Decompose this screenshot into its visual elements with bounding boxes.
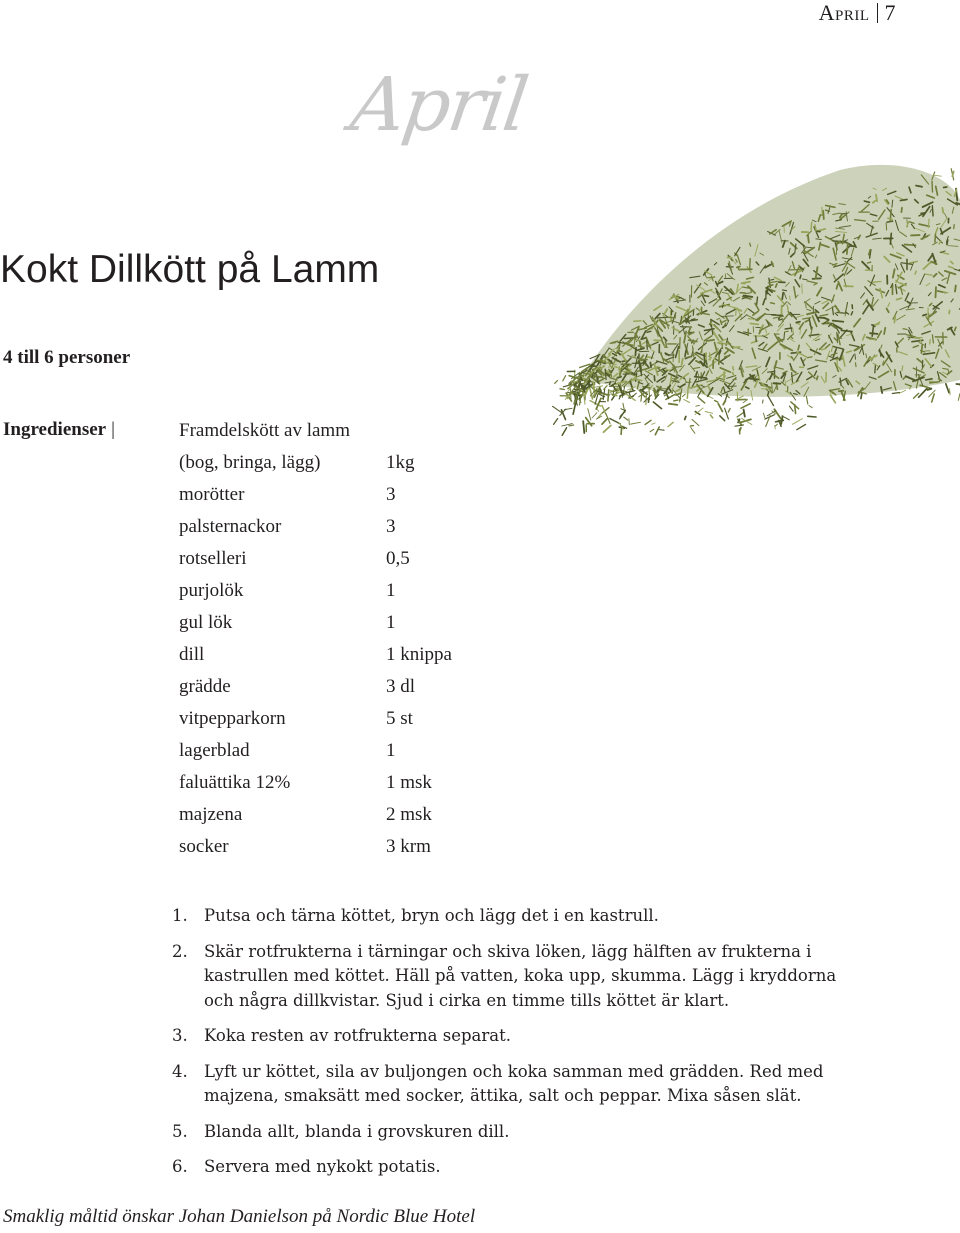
dill-needle	[647, 340, 648, 349]
step-text: Servera med nykokt potatis.	[204, 1157, 441, 1176]
dill-needle	[796, 322, 800, 323]
ingredient-quantity: 3	[386, 516, 396, 537]
dill-needle	[604, 425, 611, 432]
dill-needle	[817, 318, 825, 319]
dill-needle	[923, 315, 926, 316]
dill-needle	[720, 416, 725, 421]
dill-needle	[646, 392, 647, 398]
ingredient-name: rotselleri	[179, 548, 247, 569]
ingredient-name: Framdelskött av lamm	[179, 420, 350, 441]
dill-needle	[757, 297, 758, 305]
dill-needle	[928, 389, 932, 390]
dill-needle	[780, 340, 783, 341]
dill-needle	[718, 404, 722, 412]
dill-needle	[866, 354, 867, 358]
dill-needle	[916, 186, 922, 187]
dill-heap	[553, 165, 960, 435]
dill-needle	[725, 408, 729, 419]
dill-needle	[696, 372, 697, 375]
dill-needle	[733, 367, 734, 370]
dill-needle	[654, 376, 655, 381]
dill-needle	[668, 422, 673, 426]
dill-needle	[809, 406, 812, 408]
dill-needle	[707, 277, 715, 278]
dill-needle	[658, 430, 664, 431]
dill-needle	[811, 222, 812, 229]
step-text: Lyft ur köttet, sila av buljongen och koka samman med grädden. Red med majzena, smaksätt med socker, ättika, salt och peppar. Mixa såsen slät.	[204, 1061, 824, 1105]
ingredient-row	[179, 483, 396, 515]
dill-needle	[921, 345, 922, 353]
dill-needle	[855, 354, 856, 359]
dill-needle	[627, 345, 632, 346]
dill-needle	[954, 225, 955, 229]
dill-needle	[782, 293, 783, 300]
dill-needle	[592, 413, 597, 418]
dill-needle	[650, 363, 651, 368]
dill-needle	[944, 187, 947, 188]
ingredient-name: (bog, bringa, lägg)	[179, 452, 321, 473]
dill-needle	[692, 420, 699, 426]
dill-needle	[574, 389, 579, 390]
dill-needle	[722, 343, 723, 348]
dill-needle	[553, 406, 562, 413]
dill-needle	[737, 412, 744, 417]
dill-needle	[808, 416, 816, 417]
dill-needle	[624, 417, 628, 420]
dill-needle	[750, 243, 751, 246]
dill-needle	[861, 394, 862, 399]
dill-needle	[850, 246, 854, 247]
step-number: 4.	[172, 1061, 188, 1081]
step-text: Koka resten av rotfrukterna separat.	[204, 1026, 511, 1045]
header-divider	[877, 3, 878, 23]
dill-needle	[955, 327, 956, 330]
dill-needle	[792, 373, 793, 383]
dill-needle	[903, 329, 907, 330]
dill-needle	[606, 363, 609, 364]
dill-needle	[707, 340, 715, 341]
instruction-step	[172, 1060, 852, 1109]
dill-needle	[894, 316, 895, 322]
ingredient-quantity: 1 knippa	[386, 644, 452, 665]
dill-needle	[737, 392, 738, 401]
dill-needle	[674, 400, 678, 401]
ingredient-quantity: 1	[386, 580, 396, 601]
dill-needle	[840, 378, 841, 385]
dill-needle	[774, 383, 781, 384]
ingredients-separator: |	[111, 419, 115, 440]
dill-needle	[784, 333, 785, 340]
step-text: Skär rotfrukterna i tärningar och skiva löken, lägg hälften av frukterna i kastrullen med köttet. Häll på vatten, koka upp, skumma. Lägg i kryddorna och några dillkvistar. Sjud i cirka en timme tills köttet är klart.	[204, 941, 837, 1010]
dill-needle	[715, 401, 718, 403]
page-number: 7	[884, 0, 896, 25]
dill-needle	[781, 416, 782, 424]
dill-needle	[792, 419, 802, 425]
ingredient-quantity: 2 msk	[386, 804, 432, 825]
dill-needle	[856, 363, 857, 367]
dill-needle	[723, 401, 725, 405]
dill-needle	[750, 379, 758, 380]
dill-needle	[767, 287, 768, 293]
dill-needle	[631, 422, 641, 424]
ingredient-quantity: 3 krm	[386, 836, 431, 857]
dill-needle	[691, 428, 695, 434]
ingredient-name: lagerblad	[179, 740, 250, 761]
dill-needle	[768, 392, 769, 396]
instruction-step	[172, 1155, 852, 1180]
ingredient-row	[179, 771, 432, 803]
dill-needle	[785, 331, 789, 332]
ingredient-row	[179, 739, 396, 771]
dill-needle	[591, 366, 597, 367]
dill-needle	[583, 421, 584, 433]
dill-needle	[766, 330, 767, 333]
dill-needle	[598, 377, 599, 382]
step-text: Blanda allt, blanda i grovskuren dill.	[204, 1121, 510, 1141]
ingredient-row	[179, 419, 350, 451]
dill-needle	[728, 409, 730, 413]
servings: 4 till 6 personer	[3, 347, 131, 368]
dill-needle	[687, 387, 688, 398]
dill-needle	[816, 239, 821, 240]
footer-credit: Smaklig måltid önskar Johan Danielson på Nordic Blue Hotel	[3, 1206, 476, 1227]
dill-needle	[655, 427, 659, 435]
dill-needle	[583, 373, 590, 374]
dill-photo	[540, 130, 960, 440]
dill-needle	[892, 393, 899, 394]
section-name: April	[818, 0, 870, 25]
dill-needle	[950, 389, 951, 395]
ingredient-name: socker	[179, 836, 229, 857]
month-script-title: April	[345, 62, 532, 148]
dill-needle	[684, 399, 690, 402]
dill-needle	[555, 381, 558, 384]
dill-needle	[932, 206, 933, 216]
dill-needle	[569, 425, 574, 426]
ingredient-name: dill	[179, 644, 205, 665]
dill-needle	[771, 279, 774, 280]
instruction-step	[172, 1024, 852, 1049]
ingredient-name: purjolök	[179, 580, 244, 601]
page-header	[819, 0, 896, 26]
dill-needle	[710, 415, 712, 418]
dill-needle	[783, 290, 787, 291]
dill-needle	[652, 423, 655, 424]
dill-needle	[873, 282, 881, 283]
dill-needle	[682, 359, 683, 365]
dill-needle	[641, 338, 645, 339]
instructions-list	[172, 904, 852, 1191]
dill-needle	[554, 419, 558, 425]
ingredient-row	[179, 803, 432, 835]
ingredient-quantity: 1 msk	[386, 772, 432, 793]
dill-needle	[833, 321, 844, 322]
ingredient-quantity: 3	[386, 484, 396, 505]
dill-needle	[690, 426, 693, 427]
ingredient-row	[179, 579, 396, 611]
dill-needle	[890, 233, 891, 244]
dill-needle	[750, 259, 751, 270]
step-number: 5.	[172, 1121, 188, 1141]
dill-needle	[740, 428, 741, 431]
dill-needle	[647, 331, 651, 332]
dill-needle	[771, 303, 775, 304]
ingredient-row	[179, 707, 413, 739]
dill-needle	[680, 338, 681, 349]
dill-needle	[636, 379, 642, 380]
instruction-step	[172, 904, 852, 929]
ingredient-row	[179, 643, 452, 675]
dill-needle	[817, 376, 818, 379]
dill-needle	[876, 195, 877, 202]
dill-needle	[806, 304, 807, 308]
dill-needle	[593, 382, 594, 392]
ingredient-row	[179, 611, 396, 643]
dill-needle	[588, 409, 591, 420]
dill-needle	[795, 405, 796, 414]
dill-needle	[563, 376, 566, 381]
dill-needle	[926, 379, 932, 380]
dill-needle	[956, 384, 960, 385]
dill-needle	[875, 364, 876, 372]
dill-needle	[705, 412, 713, 414]
dill-needle	[682, 394, 685, 397]
dill-needle	[915, 271, 916, 274]
dill-needle	[844, 286, 853, 287]
dill-needle	[946, 384, 949, 393]
dill-needle	[620, 411, 625, 417]
dill-needle	[928, 219, 929, 228]
dill-needle	[813, 278, 821, 279]
ingredient-name: palsternackor	[179, 516, 282, 537]
ingredient-name: gul lök	[179, 612, 233, 633]
ingredient-name: grädde	[179, 676, 231, 697]
dill-needle	[685, 417, 686, 420]
dill-needle	[943, 368, 947, 369]
dill-needle	[870, 333, 877, 334]
ingredients-label: Ingredienser	[3, 419, 107, 440]
dill-needle	[704, 296, 708, 297]
dill-needle	[741, 404, 750, 409]
dill-needle	[577, 388, 580, 389]
dill-needle	[608, 390, 609, 401]
dill-needle	[800, 275, 801, 278]
dill-needle	[669, 404, 678, 405]
dill-needle	[775, 424, 778, 426]
dill-needle	[830, 395, 835, 403]
recipe-title: Kokt Dillkött på Lamm	[0, 248, 380, 291]
dill-needle	[735, 425, 744, 426]
dill-needle	[808, 235, 809, 243]
dill-needle	[790, 296, 791, 300]
ingredient-quantity: 1	[386, 612, 396, 633]
dill-needle	[899, 390, 906, 393]
dill-needle	[650, 429, 654, 431]
dill-needle	[768, 396, 774, 406]
dill-needle	[685, 351, 686, 357]
ingredient-row	[179, 675, 416, 707]
step-number: 6.	[172, 1157, 188, 1176]
ingredient-row	[179, 547, 410, 579]
dill-needle	[560, 389, 564, 390]
dill-needle	[635, 348, 636, 356]
ingredient-quantity: 5 st	[386, 708, 413, 729]
instruction-step	[172, 1120, 852, 1145]
step-number: 3.	[172, 1026, 188, 1045]
dill-needle	[797, 424, 806, 429]
dill-needle	[936, 287, 937, 297]
dill-needle	[932, 181, 933, 192]
dill-needle	[744, 296, 753, 297]
ingredient-row	[179, 451, 415, 483]
dill-needle	[744, 410, 745, 417]
dill-needle	[955, 286, 956, 292]
ingredient-quantity: 1kg	[386, 452, 415, 473]
dill-needle	[725, 356, 729, 357]
dill-needle	[930, 340, 931, 344]
dill-needle	[932, 394, 935, 402]
ingredient-row	[179, 515, 396, 547]
ingredient-name: majzena	[179, 804, 243, 825]
dill-needle	[789, 406, 793, 411]
dill-needle	[657, 317, 667, 318]
dill-needle	[722, 316, 734, 317]
ingredient-quantity: 0,5	[386, 548, 410, 569]
dill-needle	[764, 413, 765, 418]
dill-needle	[750, 323, 758, 324]
step-number: 2.	[172, 941, 188, 961]
dill-needle	[785, 328, 792, 329]
dill-needle	[837, 284, 838, 289]
ingredient-name: faluättika 12%	[179, 772, 291, 793]
ingredients-heading	[3, 419, 115, 441]
dill-needle	[847, 243, 848, 254]
ingredient-row	[179, 835, 431, 867]
dill-needle	[881, 387, 882, 393]
dill-needle	[645, 420, 651, 424]
dill-needle	[884, 328, 885, 334]
dill-needle	[610, 419, 621, 424]
dill-needle	[653, 402, 661, 409]
ingredients-list	[179, 419, 452, 867]
dill-needle	[798, 345, 799, 350]
dill-needle	[942, 208, 943, 213]
dill-needle	[772, 315, 783, 316]
dill-needle	[916, 367, 917, 378]
dill-needle	[604, 386, 607, 390]
dill-needle	[597, 409, 599, 411]
step-number: 1.	[172, 906, 188, 925]
dill-needle	[935, 234, 936, 242]
dill-needle	[919, 389, 927, 398]
dill-needle	[901, 208, 902, 212]
dill-needle	[734, 347, 739, 348]
ingredient-quantity: 3 dl	[386, 676, 416, 697]
dill-needle	[602, 418, 608, 424]
dill-needle	[562, 428, 566, 436]
dill-needle	[806, 396, 807, 404]
ingredient-name: morötter	[179, 484, 245, 505]
dill-needle	[868, 262, 871, 263]
ingredient-quantity: 1	[386, 740, 396, 761]
dill-needle	[807, 357, 812, 358]
dill-needle	[788, 307, 789, 310]
dill-needle	[696, 405, 700, 406]
instruction-step	[172, 940, 852, 1014]
ingredient-name: vitpepparkorn	[179, 708, 286, 729]
dill-needle	[657, 389, 666, 390]
step-text: Putsa och tärna köttet, bryn och lägg det i en kastrull.	[204, 906, 659, 925]
dill-needle	[698, 398, 704, 403]
dill-needle	[794, 394, 798, 395]
dill-needle	[573, 404, 575, 414]
